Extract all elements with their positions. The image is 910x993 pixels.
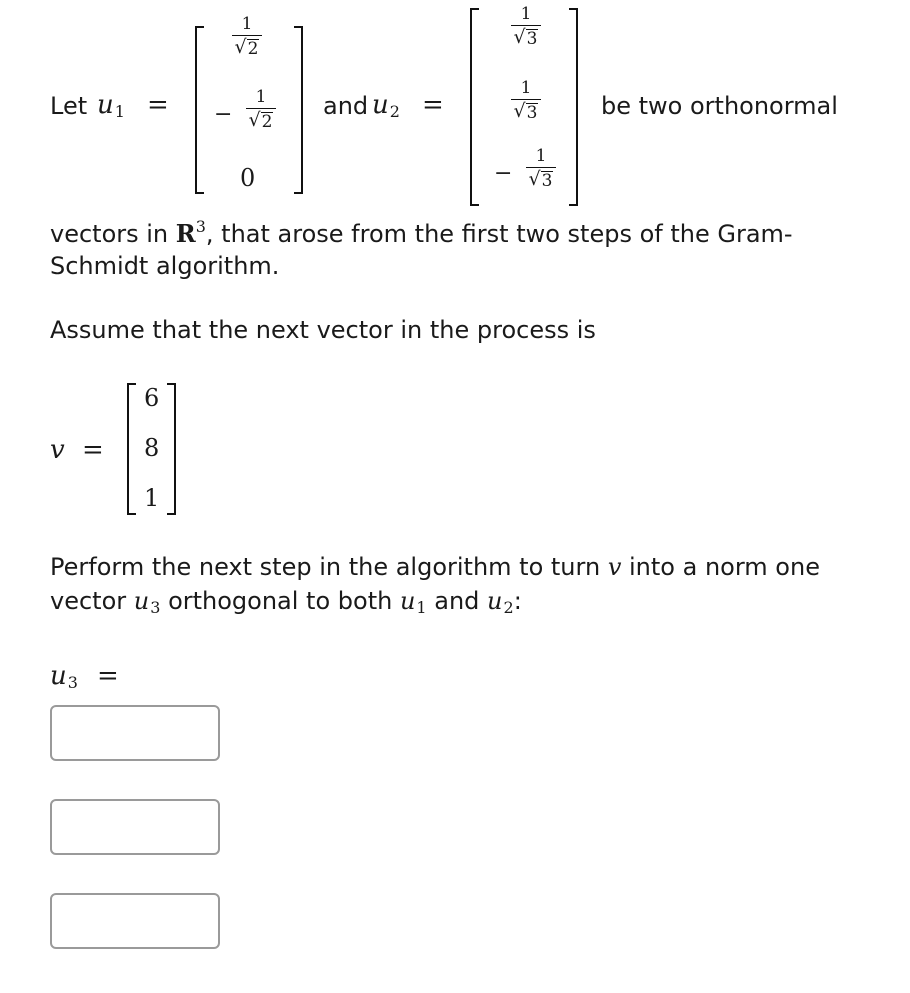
u1-entry-2-sign: − bbox=[214, 102, 233, 127]
u3-entry-3-input[interactable] bbox=[50, 893, 220, 949]
assume-text: Assume that the next vector in the process is bbox=[50, 316, 596, 344]
u1-entry-2: 1 √ 2 bbox=[246, 89, 276, 131]
perform-line-1: Perform the next step in the algorithm to turn v into a norm one bbox=[50, 553, 820, 581]
u1-entry-1: 1 √ 2 bbox=[232, 16, 262, 58]
v-entry-2: 8 bbox=[144, 434, 160, 462]
u3-equals: = bbox=[97, 661, 119, 691]
vectors-in-line: vectors in $R^3$, that arose from the first two steps of the Gram- bbox=[50, 217, 793, 248]
perform-line-2: vector $u_3$ orthogonal to both $u_1$ and $u_2$: bbox=[50, 587, 522, 617]
u3-entry-1-input[interactable] bbox=[50, 705, 220, 761]
v-left-bracket bbox=[127, 383, 136, 515]
schmidt-line: Schmidt algorithm. bbox=[50, 252, 280, 280]
u1-entry-3: 0 bbox=[240, 164, 256, 192]
u2-entry-3: 1 √ 3 bbox=[526, 148, 556, 190]
and-label: and bbox=[323, 92, 369, 120]
u1-equals: = bbox=[147, 90, 169, 120]
u3-entry-2-input[interactable] bbox=[50, 799, 220, 855]
u1-left-bracket bbox=[195, 26, 204, 194]
u2-left-bracket bbox=[470, 8, 479, 206]
u2-symbol: $u_2$ bbox=[372, 90, 400, 121]
u3-symbol: $u_3$ bbox=[50, 661, 78, 692]
v-entry-3: 1 bbox=[144, 484, 160, 512]
v-equals: = bbox=[82, 435, 104, 465]
v-entry-1: 6 bbox=[144, 384, 160, 412]
be-two-orthonormal-text: be two orthonormal bbox=[601, 92, 838, 120]
u1-symbol: $u_1$ bbox=[97, 90, 125, 121]
u2-equals: = bbox=[422, 90, 444, 120]
u2-entry-2: 1 √ 3 bbox=[511, 80, 541, 122]
v-symbol: v bbox=[50, 435, 65, 465]
let-label: Let bbox=[50, 92, 88, 120]
real-numbers-symbol: R bbox=[175, 219, 196, 248]
u2-right-bracket bbox=[569, 8, 578, 206]
v-right-bracket bbox=[167, 383, 176, 515]
u2-entry-1: 1 √ 3 bbox=[511, 6, 541, 48]
u2-entry-3-sign: − bbox=[494, 161, 513, 186]
u1-right-bracket bbox=[294, 26, 303, 194]
